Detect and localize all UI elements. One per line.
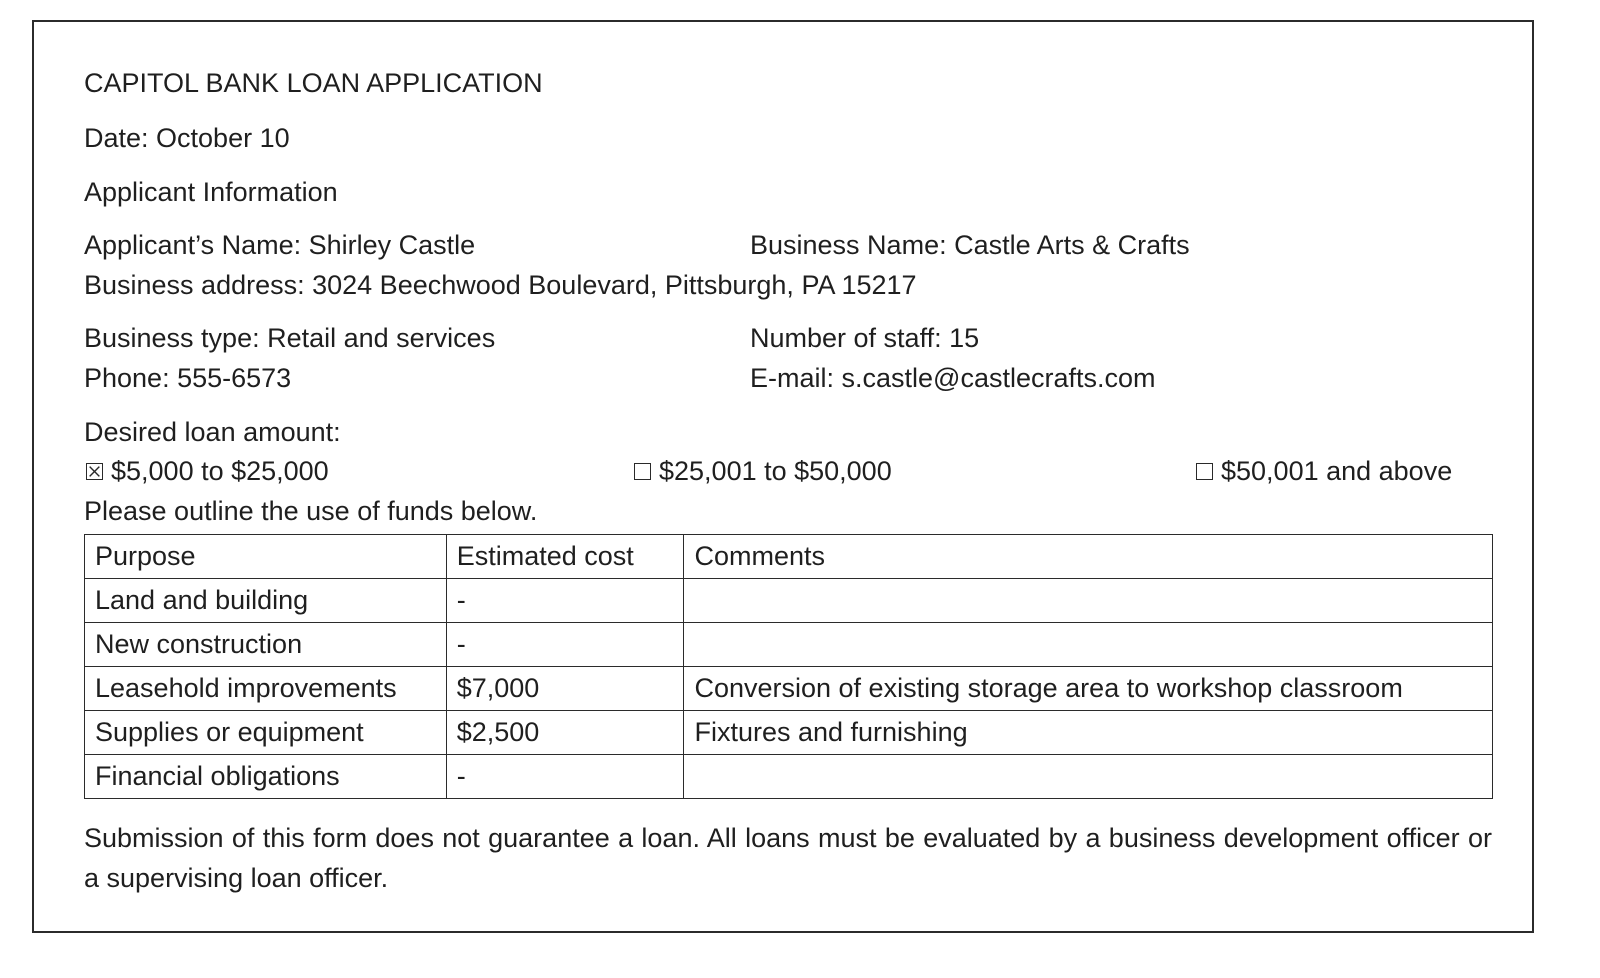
comments-cell [684,623,1493,667]
funds-instruction: Please outline the use of funds below. [84,496,538,526]
table-row [85,755,1493,799]
loan-option-25001-50000[interactable] [634,455,892,487]
table-row [85,667,1493,711]
table-header-row [85,535,1493,579]
loan-option-50001-above[interactable] [1196,455,1452,487]
comments-cell [684,755,1493,799]
applicant-name: Applicant’s Name: Shirley Castle [84,230,476,260]
column-header-purpose: Purpose [85,535,447,579]
use-of-funds-table [84,534,1493,799]
comments-cell: Conversion of existing storage area to workshop classroom [684,667,1493,711]
checked-checkbox-icon[interactable] [86,463,103,480]
business-name: Business Name: Castle Arts & Crafts [750,230,1190,260]
business-type: Business type: Retail and services [84,323,496,353]
disclaimer-text: Submission of this form does not guarantee a loan. All loans must be evaluated by a business development officer or a supervising loan officer. [84,823,1492,893]
phone: Phone: 555-6573 [84,363,292,393]
cost-cell: $2,500 [446,711,684,755]
cost-cell: - [446,755,684,799]
comments-cell [684,579,1493,623]
comments-cell: Fixtures and furnishing [684,711,1493,755]
purpose-cell: New construction [85,623,447,667]
section-heading: Applicant Information [84,177,338,207]
form-title: CAPITOL BANK LOAN APPLICATION [84,68,543,98]
loan-application-form [32,20,1534,933]
loan-amount-label: Desired loan amount: [84,417,341,447]
cost-cell: - [446,623,684,667]
table-row [85,711,1493,755]
loan-option-label: $50,001 and above [1221,456,1453,486]
unchecked-checkbox-icon[interactable] [634,463,651,480]
unchecked-checkbox-icon[interactable] [1196,463,1213,480]
cost-cell: - [446,579,684,623]
loan-option-label: $5,000 to $25,000 [111,456,329,486]
email: E-mail: s.castle@castlecrafts.com [750,363,1156,393]
table-row [85,579,1493,623]
purpose-cell: Supplies or equipment [85,711,447,755]
application-date: Date: October 10 [84,123,290,153]
column-header-estimated-cost: Estimated cost [446,535,684,579]
purpose-cell: Financial obligations [85,755,447,799]
cost-cell: $7,000 [446,667,684,711]
column-header-comments: Comments [684,535,1493,579]
staff-count: Number of staff: 15 [750,323,980,353]
loan-option-5000-25000[interactable] [86,455,329,487]
purpose-cell: Leasehold improvements [85,667,447,711]
table-row [85,623,1493,667]
loan-option-label: $25,001 to $50,000 [659,456,892,486]
purpose-cell: Land and building [85,579,447,623]
business-address: Business address: 3024 Beechwood Boulevard, Pittsburgh, PA 15217 [84,270,917,300]
